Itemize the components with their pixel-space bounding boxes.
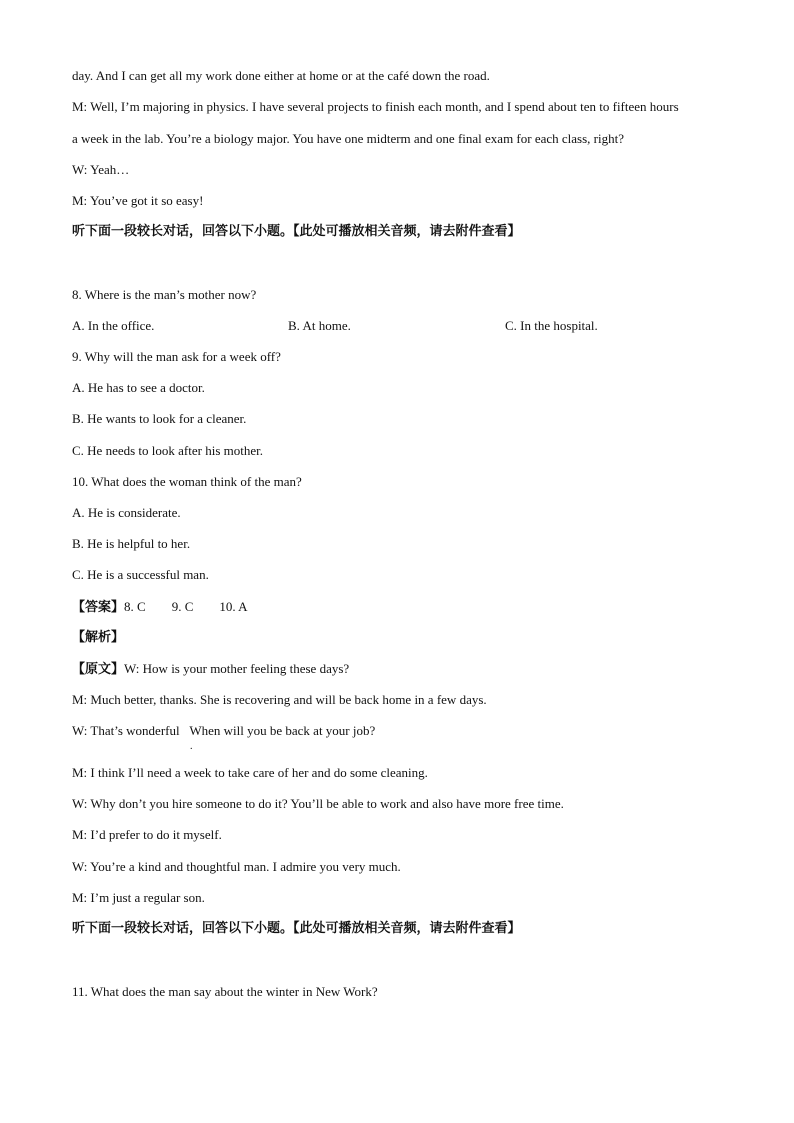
question-9: 9. Why will the man ask for a week off?: [72, 349, 281, 364]
answer-line: [72, 599, 248, 616]
dialogue-line: day. And I can get all my work done either at home or at the café down the road.: [72, 68, 490, 83]
question-10: 10. What does the woman think of the man?: [72, 474, 302, 489]
listening-instruction: 听下面一段较长对话，回答以下小题。【此处可播放相关音频，请去附件查看】: [72, 224, 521, 239]
dialogue-line: W: Yeah…: [72, 162, 130, 177]
q9-option-b: B. He wants to look for a cleaner.: [72, 411, 247, 426]
listening-instruction: 听下面一段较长对话，回答以下小题。【此处可播放相关音频，请去附件查看】: [72, 921, 521, 936]
answer-8: 8. C: [124, 599, 146, 614]
q10-option-c: C. He is a successful man.: [72, 567, 209, 582]
transcript-line: W: You’re a kind and thoughtful man. I admire you very much.: [72, 859, 401, 874]
answer-label: 【答案】: [72, 600, 125, 615]
transcript-line: [72, 723, 375, 739]
transcript-line: M: I think I’ll need a week to take care of her and do some cleaning.: [72, 765, 428, 780]
q10-option-a: A. He is considerate.: [72, 505, 181, 520]
transcript-line: W: Why don’t you hire someone to do it? You’ll be able to work and also have more free time.: [72, 796, 564, 811]
q9-option-c: C. He needs to look after his mother.: [72, 443, 263, 458]
q9-option-a: A. He has to see a doctor.: [72, 380, 205, 395]
dialogue-line: M: Well, I’m majoring in physics. I have several projects to finish each month, and I spend about ten to fifteen hours: [72, 99, 679, 114]
q8-option-c: C. In the hospital.: [505, 318, 598, 333]
question-8: 8. Where is the man’s mother now?: [72, 287, 257, 302]
question-11: 11. What does the man say about the winter in New Work?: [72, 984, 378, 999]
dialogue-line: M: You’ve got it so easy!: [72, 193, 204, 208]
transcript-text: W: How is your mother feeling these days?: [124, 661, 350, 676]
transcript-line: M: Much better, thanks. She is recovering and will be back home in a few days.: [72, 692, 487, 707]
q8-option-a: A. In the office.: [72, 318, 155, 333]
dialogue-line: a week in the lab. You’re a biology major. You have one midterm and one final exam for each class, right?: [72, 131, 624, 146]
transcript-text: W: That’s wonderful: [72, 723, 180, 738]
transcript-text: When will you be back at your job?: [189, 723, 376, 738]
transcript-line: M: I’m just a regular son.: [72, 890, 205, 905]
q10-option-b: B. He is helpful to her.: [72, 536, 191, 551]
q8-option-b: B. At home.: [288, 318, 351, 333]
transcript-line: [72, 661, 349, 678]
stray-period-mark: .: [190, 741, 193, 752]
transcript-label: 【原文】: [72, 662, 125, 677]
answer-9: 9. C: [171, 599, 194, 614]
answer-10: 10. A: [219, 599, 248, 614]
analysis-label: 【解析】: [72, 630, 125, 645]
transcript-line: M: I’d prefer to do it myself.: [72, 827, 222, 842]
